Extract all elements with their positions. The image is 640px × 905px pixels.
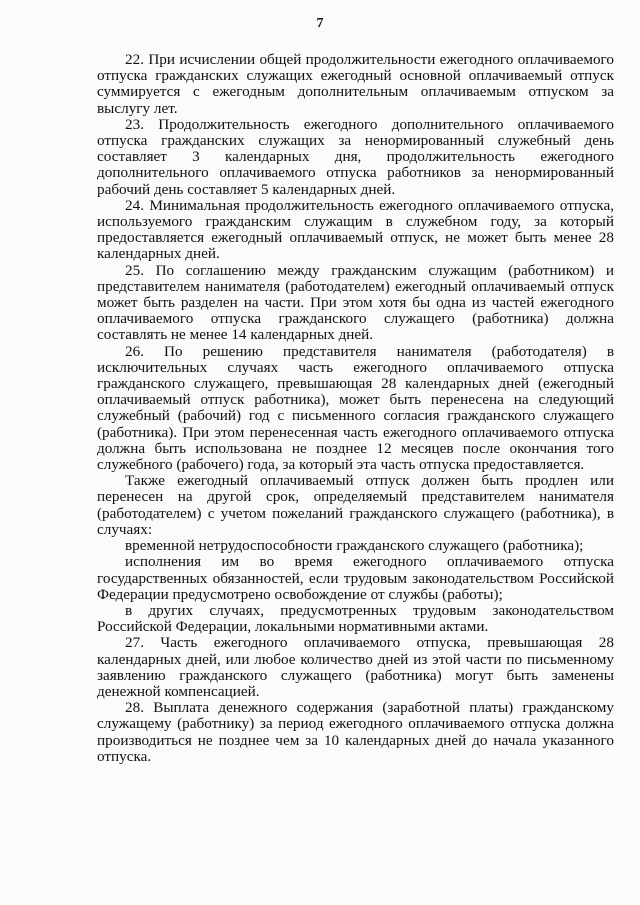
paragraph-28: 28. Выплата денежного содержания (заработной платы) гражданскому служащему (работнику) за период ежегодного оплачиваемого отпуска должна производиться не позднее чем за 10 календарных дней до начала указанного отпуска.: [97, 699, 614, 765]
paragraph-26: 26. По решению представителя нанимателя (работодателя) в исключительных случаях часть ежегодного оплачиваемого отпуска гражданского служащего, превышающая 28 календарных дней (ежегодный оплачиваемый отпуск работника), может быть перенесена на следующий служебный (рабочий) год с письменного согласия гражданского служащего (работника). При этом перенесенная часть ежегодного оплачиваемого отпуска должна быть использована не позднее 12 месяцев после окончания того служебного (рабочего) года, за который эта часть отпуска предоставляется.: [97, 342, 614, 474]
paragraph-26-extension: Также ежегодный оплачиваемый отпуск должен быть продлен или перенесен на другой срок, определяемый представителем нанимателя (работодателем) с учетом пожеланий гражданского служащего (работника), в случаях:: [97, 472, 614, 538]
paragraph-23: 23. Продолжительность ежегодного дополнительного оплачиваемого отпуска гражданских служащих за ненормированный служебный день составляет 3 календарных дня, продолжительность ежегодного дополнительного оплачиваемого отпуска работников за ненормированный рабочий день составляет 5 календарных дней.: [97, 115, 614, 198]
paragraph-27: 27. Часть ежегодного оплачиваемого отпуска, превышающая 28 календарных дней, или любое количество дней из этой части по письменному заявлению гражданского служащего (работника) могут быть заменены денежной компенсацией.: [97, 634, 614, 700]
paragraph-case-duties: исполнения им во время ежегодного оплачиваемого отпуска государственных обязанностей, если трудовым законодательством Российской Федерации предусмотрено освобождение от службы (работы);: [97, 553, 614, 603]
paragraph-24: 24. Минимальная продолжительность ежегодного оплачиваемого отпуска, используемого гражданским служащим в служебном году, за который предоставляется ежегодный оплачиваемый отпуск, не может быть менее 28 календарных дней.: [97, 196, 614, 263]
paragraph-22: 22. При исчислении общей продолжительности ежегодного оплачиваемого отпуска гражданских служащих ежегодный основной оплачиваемый отпуск суммируется с ежегодным дополнительным оплачиваемым отпуском за выслугу лет.: [97, 51, 614, 117]
paragraph-25: 25. По соглашению между гражданским служащим (работником) и представителем нанимателя (работодателем) ежегодный оплачиваемый отпуск может быть разделен на части. При этом хотя бы одна из частей ежегодного оплачиваемого отпуска гражданского служащего (работника) должна составлять не менее 14 календарных дней.: [97, 261, 614, 344]
document-body: [97, 52, 614, 765]
page-number: 7: [316, 16, 324, 31]
paragraph-case-other: в других случаях, предусмотренных трудовым законодательством Российской Федерации, локальными нормативными актами.: [97, 601, 614, 636]
paragraph-case-illness: временной нетрудоспособности гражданского служащего (работника);: [125, 537, 584, 555]
